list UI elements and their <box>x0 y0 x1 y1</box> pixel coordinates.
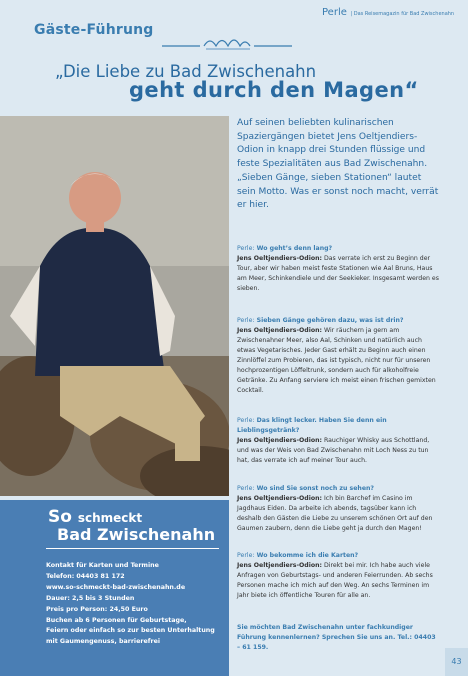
info-box-title-small: schmeckt <box>77 511 143 525</box>
contact-call-to-action: Sie möchten Bad Zwischenahn unter fachkundiger Führung kennenlernen? Sprechen Sie uns an. Tel.: 04403 – 61 159. <box>237 624 436 651</box>
qa-answer-prefix: Jens Oeltjendiers-Odion: <box>237 495 322 502</box>
qa-question-prefix: Perle: <box>237 317 255 324</box>
qa-answer-text: Direkt bei mir. Ich habe auch viele Anfragen von Geburtstags- und anderen Feierrunden. Ab sechs Personen mache ich mich auf den Weg. An sechs Terminen im Jahr biete ich öffentliche Touren für alle an. <box>237 562 433 599</box>
info-line: Kontakt für Karten und Termine <box>46 562 159 569</box>
qa-question-text: Sieben Gänge gehören dazu, was ist drin? <box>256 317 404 324</box>
magazine-name: Perle <box>322 7 347 18</box>
info-box-title-main: Bad Zwischenahn <box>57 525 216 544</box>
qa-question <box>237 317 403 324</box>
qa-answer-prefix: Jens Oeltjendiers-Odion: <box>237 255 322 262</box>
info-line: mit Gaumengenuss, barrierefrei <box>46 638 161 646</box>
portrait-illustration <box>0 116 229 496</box>
qa-answer-prefix: Jens Oeltjendiers-Odion: <box>237 327 322 334</box>
info-line: www.so-schmeckt-bad-zwischenahn.de <box>46 583 186 591</box>
qa-question-text: Das klingt lecker. Haben Sie denn ein Lieblingsgetränk? <box>237 417 387 434</box>
info-line: Feiern oder einfach so zur besten Unterhaltung <box>46 627 215 635</box>
intro-paragraph: Auf seinen beliebten kulinarischen Spaziergängen bietet Jens Oeltjendiers-Odion in knapp drei Stunden flüssige und feste Spezialitäten aus Bad Zwischenahn. „Sieben Gänge, sieben Stationen“ lautet sein Motto. Was er sonst noch macht, verrät er hier. <box>237 118 439 211</box>
portrait-photo <box>0 116 229 496</box>
info-box <box>0 500 229 676</box>
qa-answer-prefix: Jens Oeltjendiers-Odion: <box>237 437 322 444</box>
qa-block <box>237 316 440 396</box>
qa-question-prefix: Perle: <box>237 552 255 559</box>
qa-answer-prefix: Jens Oeltjendiers-Odion: <box>237 562 322 569</box>
info-line: Preis pro Person: 24,50 Euro <box>46 605 148 613</box>
magazine-tagline: | Das Reisemagazin für Bad Zwischenahn <box>350 11 455 17</box>
qa-question-text: Wo geht’s denn lang? <box>256 245 333 252</box>
page-number: 43 <box>445 648 468 676</box>
info-line: Buchen ab 6 Personen für Geburtstage, <box>46 616 187 624</box>
qa-question <box>237 245 332 252</box>
qa-block <box>237 416 440 466</box>
headline-line-1: „Die Liebe zu Bad Zwischenahn <box>55 62 317 81</box>
qa-question <box>237 552 358 559</box>
section-label: Gäste-Führung <box>34 22 154 38</box>
qa-answer-text: Wir räuchern ja gern am Zwischenahner Meer, also Aal, Schinken und natürlich auch etwas Vegetarisches. Jeder Gast erhält zu Beginn auch einen Zinnlöffel zum Probieren, das ist typisch, nicht nur für unseren hochprozentigen Löffeltrunk, sondern auch für alkoholfreie Getränke. Zu Anfang serviere ich meist einen frischen gemixten Cocktail. <box>237 327 436 394</box>
boat-ornament-icon <box>162 32 292 52</box>
qa-question-prefix: Perle: <box>237 417 255 424</box>
qa-block <box>237 244 440 294</box>
qa-block <box>237 551 440 601</box>
info-box-title-top <box>48 507 142 527</box>
info-line: Dauer: 2,5 bis 3 Stunden <box>46 594 135 602</box>
qa-question-text: Wo bekomme ich die Karten? <box>256 552 359 559</box>
info-box-title-so: So <box>48 507 72 527</box>
qa-answer-text: Rauchiger Whisky aus Schottland, und was der Weis von Bad Zwischenahn mit Loch Ness zu tun hat, das verrate ich auf meiner Tour auch. <box>237 437 430 464</box>
qa-block <box>237 484 440 534</box>
qa-question-text: Wo sind Sie sonst noch zu sehen? <box>256 485 375 492</box>
qa-answer-text: Ich bin Barchef im Casino im Jagdhaus Eiden. Da arbeite ich abends, tagsüber kann ich deshalb den Gästen die Liebe zu unserem schönen Ort auf den Gaumen zaubern, denn die Liebe geht ja durch den Magen! <box>237 495 433 532</box>
qa-question-prefix: Perle: <box>237 485 255 492</box>
magazine-header <box>322 7 454 18</box>
qa-question <box>237 417 387 434</box>
headline-line-2: geht durch den Magen“ <box>129 78 419 102</box>
info-line: Telefon: 04403 81 172 <box>46 572 125 580</box>
info-box-divider <box>46 548 219 549</box>
qa-answer-text: Das verrate ich erst zu Beginn der Tour, aber wir haben meist feste Stationen wie Aal Bruns, Haus am Meer, Schinkendiele und der Seekieker. Insgesamt werden es sieben. <box>237 255 439 292</box>
qa-question-prefix: Perle: <box>237 245 255 252</box>
qa-question <box>237 485 374 492</box>
info-box-details <box>46 561 215 648</box>
